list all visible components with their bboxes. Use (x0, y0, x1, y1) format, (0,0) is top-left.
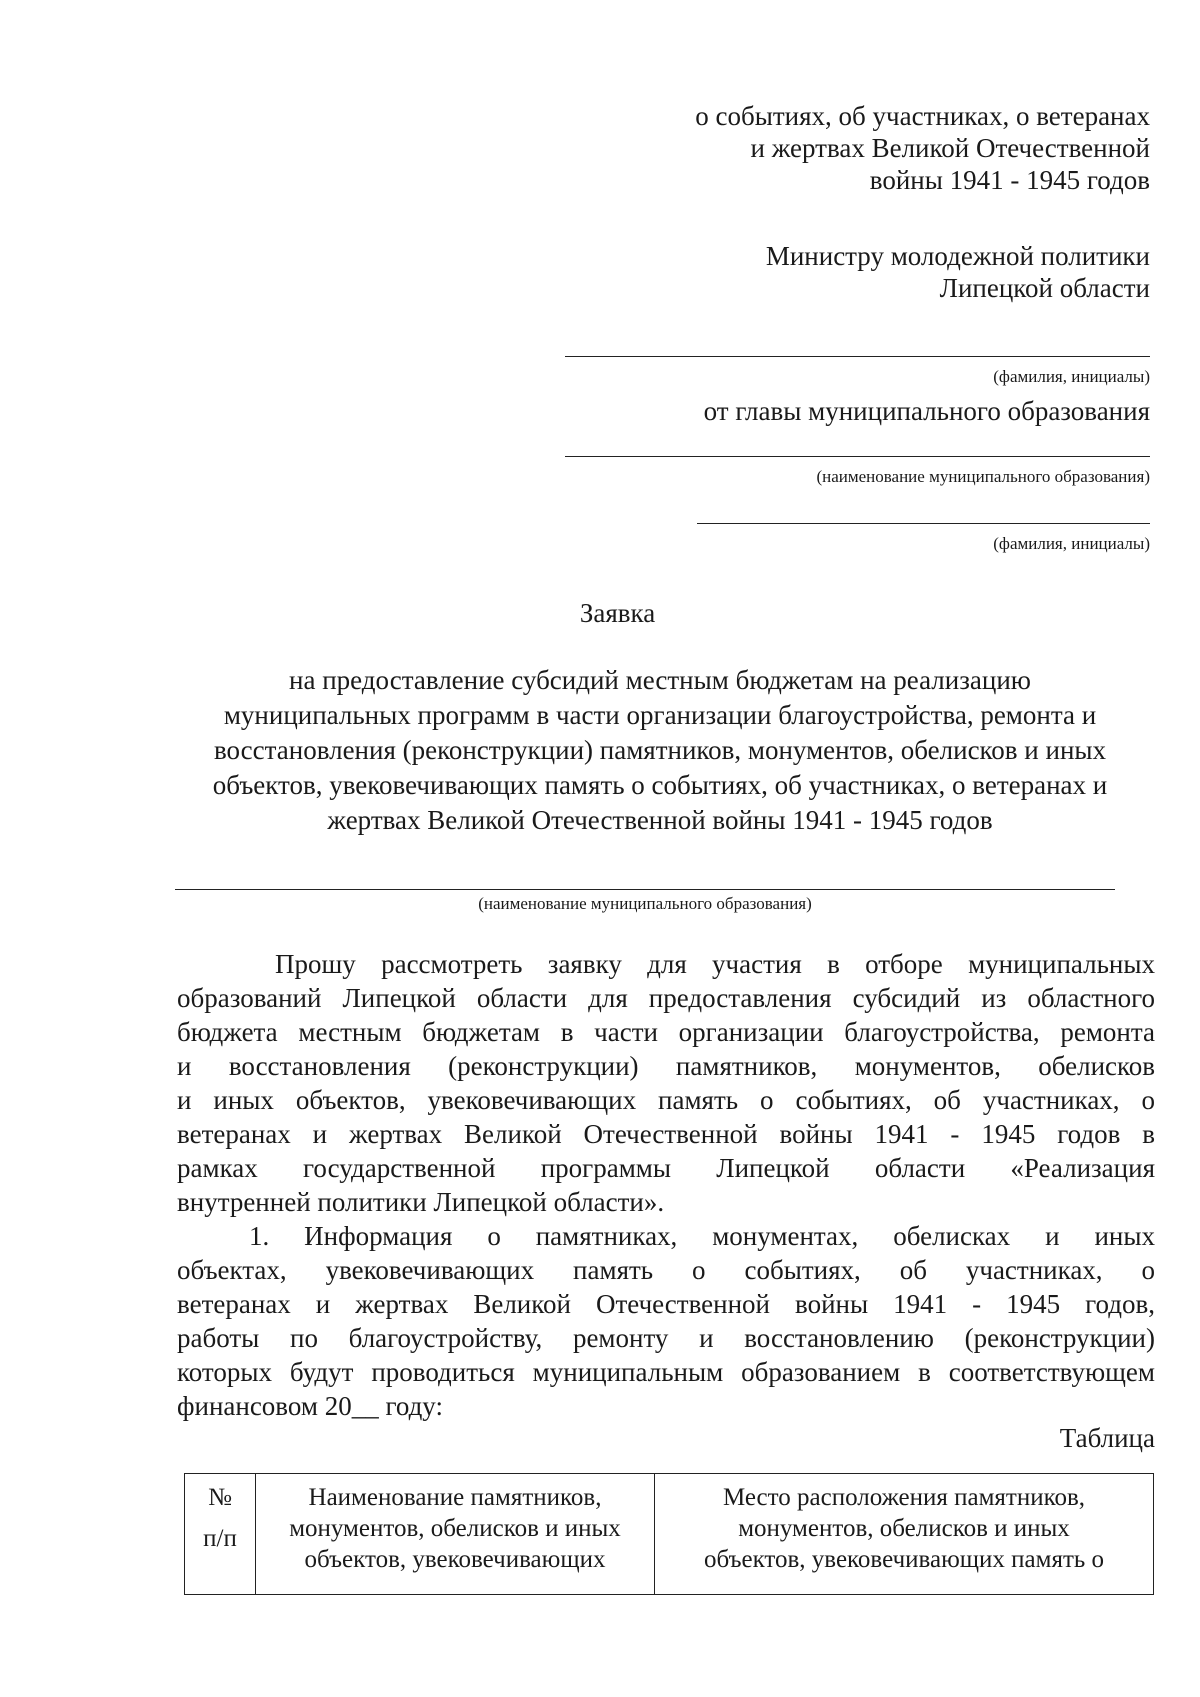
paragraph-line: финансовом 20__ году: (177, 1391, 443, 1421)
paragraph-line: объектах, увековечивающих память о событиях, об участниках, о (177, 1255, 1155, 1285)
header-text: объектов, увековечивающих (304, 1546, 606, 1573)
table-caption: Таблица (1059, 1423, 1155, 1453)
header-line: войны 1941 - 1945 годов (869, 165, 1150, 195)
monuments-table (184, 1473, 1154, 1595)
paragraph-line: и иных объектов, увековечивающих память о событиях, об участниках, о (177, 1085, 1155, 1115)
subject-line: на предоставление субсидий местным бюджетам на реализацию (289, 665, 1031, 695)
paragraph-line: Прошу рассмотреть заявку для участия в отборе муниципальных (275, 949, 1155, 979)
head-name-fill-line[interactable] (697, 523, 1150, 524)
paragraph-line: работы по благоустройству, ремонту и восстановлению (реконструкции) (177, 1323, 1155, 1353)
addressee-line: Министру молодежной политики (765, 241, 1150, 271)
name-caption: (фамилия, инициалы) (993, 367, 1150, 386)
paragraph-line: 1. Информация о памятниках, монументах, обелисках и иных (249, 1221, 1155, 1251)
addressee-line: Липецкой области (939, 273, 1150, 303)
from-line: от главы муниципального образования (703, 396, 1150, 426)
header-text: Наименование памятников, (308, 1484, 602, 1511)
header-text: п/п (203, 1525, 237, 1552)
addressee-block (766, 240, 1150, 304)
info-paragraph (177, 1219, 1155, 1423)
paragraph-line: ветеранах и жертвах Великой Отечественной войны 1941 - 1945 годов в (177, 1119, 1155, 1149)
paragraph-line: и восстановления (реконструкции) памятников, монументов, обелисков (177, 1051, 1155, 1081)
name-fill-line[interactable] (565, 356, 1150, 357)
table-header-name (256, 1474, 655, 1595)
header-text: № (208, 1484, 232, 1511)
municipality-title-fill-line[interactable] (175, 889, 1115, 890)
paragraph-line: внутренней политики Липецкой области». (177, 1187, 665, 1217)
subject-line: восстановления (реконструкции) памятников, монументов, обелисков и иных (213, 735, 1107, 765)
header-line: о событиях, об участниках, о ветеранах (695, 101, 1150, 131)
header-text: Место расположения памятников, (722, 1484, 1086, 1511)
header-text: монументов, обелисков и иных (289, 1515, 621, 1542)
header-text: монументов, обелисков и иных (738, 1515, 1070, 1542)
paragraph-line: которых будут проводиться муниципальным образованием в соответствующем (177, 1357, 1155, 1387)
header-line: и жертвах Великой Отечественной (750, 133, 1150, 163)
head-name-caption: (фамилия, инициалы) (993, 534, 1150, 553)
subject-line: жертвах Великой Отечественной войны 1941 - 1945 годов (327, 805, 993, 835)
municipality-title-caption: (наименование муниципального образования) (478, 894, 812, 913)
table-header-number (185, 1474, 256, 1595)
paragraph-line: образований Липецкой области для предоставления субсидий из областного (177, 983, 1155, 1013)
document-heading: Заявка (579, 598, 656, 628)
header-continuation (695, 100, 1150, 196)
paragraph-line: ветеранах и жертвах Великой Отечественной войны 1941 - 1945 годов, (177, 1289, 1155, 1319)
header-text: объектов, увековечивающих память о (703, 1546, 1105, 1573)
subject-line: муниципальных программ в части организации благоустройства, ремонта и (223, 700, 1097, 730)
paragraph-line: рамках государственной программы Липецкой области «Реализация (177, 1153, 1155, 1183)
request-paragraph (177, 947, 1155, 1219)
document-subject (160, 663, 1160, 838)
paragraph-line: бюджета местным бюджетам в части организации благоустройства, ремонта (177, 1017, 1155, 1047)
municipality-caption: (наименование муниципального образования) (816, 467, 1150, 486)
table-header-location (655, 1474, 1154, 1595)
subject-line: объектов, увековечивающих память о событиях, об участниках, о ветеранах и (212, 770, 1108, 800)
municipality-fill-line[interactable] (565, 456, 1150, 457)
table-header-row (185, 1474, 1154, 1595)
